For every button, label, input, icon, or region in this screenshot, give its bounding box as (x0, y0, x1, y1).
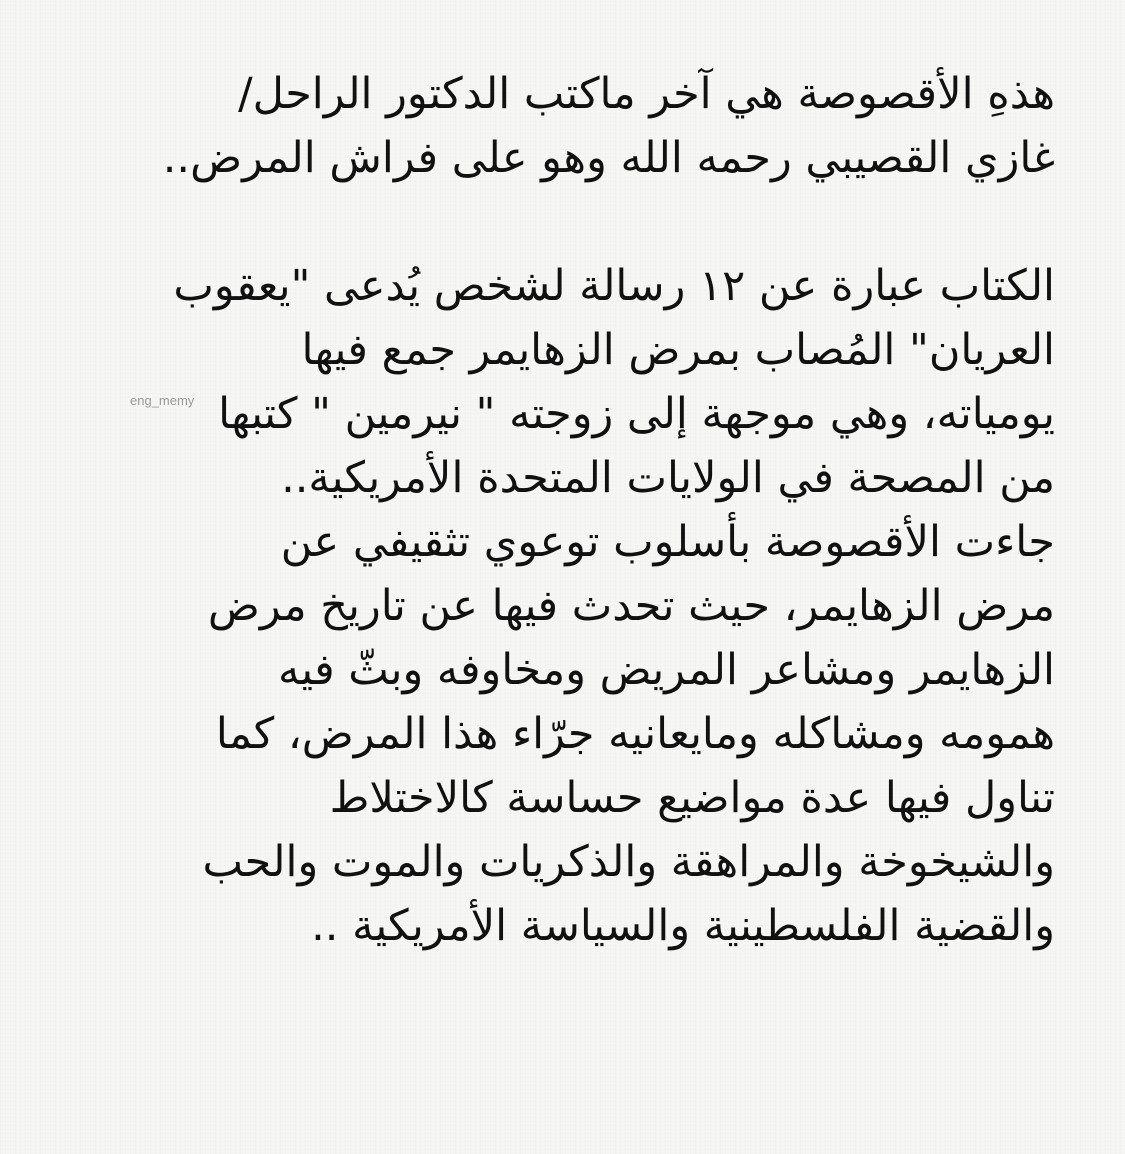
text-line: العريان" المُصاب بمرض الزهايمر جمع فيها (301, 325, 1055, 375)
text-line: يومياته، وهي موجهة إلى زوجته " نيرمين " كتبها (218, 389, 1055, 439)
watermark-username: eng_memy (130, 393, 195, 408)
text-line: همومه ومشاكله ومايعانيه جرّاء هذا المرض، كما (215, 709, 1055, 759)
text-line: غازي القصيبي رحمه الله وهو على فراش المرض.. (162, 133, 1055, 183)
text-line: جاءت الأقصوصة بأسلوب توعوي تثقيفي عن (280, 517, 1055, 567)
note-text (65, 62, 1055, 958)
text-line: الزهايمر ومشاعر المريض ومخاوفه وبثّ فيه (278, 645, 1055, 695)
text-line: هذهِ الأقصوصة هي آخر ماكتب الدكتور الراحل/ (238, 69, 1055, 119)
text-line: والقضية الفلسطينية والسياسة الأمريكية .. (311, 901, 1055, 951)
paragraph-gap (65, 190, 1055, 254)
text-line: تناول فيها عدة مواضيع حساسة كالاختلاط (329, 773, 1055, 823)
text-line: مرض الزهايمر، حيث تحدث فيها عن تاريخ مرض (207, 581, 1055, 631)
text-line: الكتاب عبارة عن ١٢ رسالة لشخص يُدعى "يعقوب (173, 261, 1055, 311)
text-line: من المصحة في الولايات المتحدة الأمريكية.. (281, 453, 1055, 503)
text-line: والشيخوخة والمراهقة والذكريات والموت والحب (202, 837, 1055, 887)
